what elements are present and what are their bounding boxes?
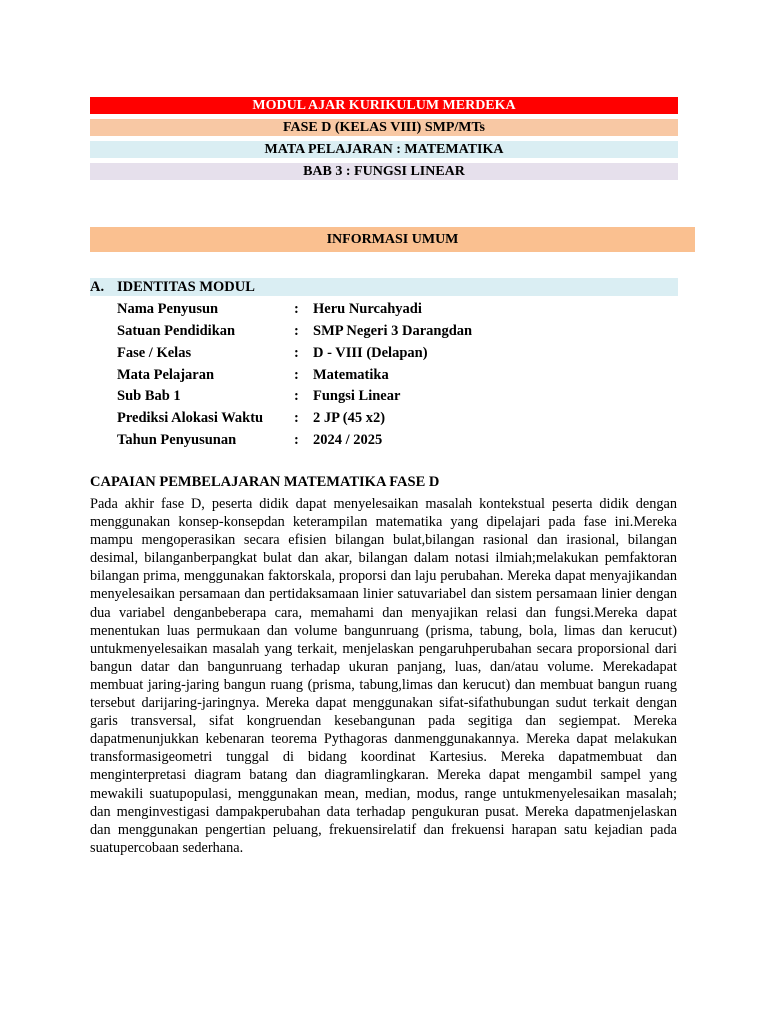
identity-value: 2 JP (45 x2) — [313, 410, 386, 426]
identity-row — [117, 408, 677, 428]
identity-row — [117, 386, 677, 406]
identity-value: Matematika — [313, 367, 389, 383]
section-letter: A. — [90, 279, 105, 295]
identity-row — [117, 299, 677, 319]
identity-colon: : — [294, 323, 299, 339]
identity-colon: : — [294, 345, 299, 361]
identity-value: D - VIII (Delapan) — [313, 345, 428, 361]
identity-label: Fase / Kelas — [117, 345, 192, 361]
section-title-informasi-umum: INFORMASI UMUM — [90, 227, 695, 252]
identity-colon: : — [294, 388, 299, 404]
header-subject-banner: MATA PELAJARAN : MATEMATIKA — [90, 141, 678, 158]
capaian-heading: CAPAIAN PEMBELAJARAN MATEMATIKA FASE D — [90, 474, 440, 490]
capaian-paragraph: Pada akhir fase D, peserta didik dapat menyelesaikan masalah kontekstual peserta didik dengan menggunakan konsep-konsepdan keterampilan matematika yang dipelajari pada fase ini.Mereka mampu mengoperasikan secara efisien bilangan bulat,bilangan rasional dan irasional, bilangan desimal, bilanganberpangkat bulat dan akar, bilangan dalam notasi ilmiah;melakukan pemfaktoran bilangan prima, menggunakan faktorskala, proporsi dan laju perubahan. Mereka dapat menyajikandan menyelesaikan persamaan dan pertidaksamaan linier satuvariabel dan sistem persamaan linier dengan dua variabel denganbeberapa cara, memahami dan menyajikan relasi dan fungsi.Mereka dapat menentukan luas permukaan dan volume bangunruang (prisma, tabung, bola, limas dan kerucut) untukmenyelesaikan masalah yang terkait, menjelaskan pengaruhperubahan secara proporsional dari bangun datar dan bangunruang terhadap ukuran panjang, luas, dan/atau volume. Merekadapat membuat jaring-jaring bangun ruang (prisma, tabung,limas dan kerucut) dan membuat bangun ruang tersebut darijaring-jaringnya. Mereka dapat menggunakan sifat-sifathubungan sudut terkait dengan garis transversal, sifat kongruendan kesebangunan pada segitiga dan segiempat. Mereka dapatmenunjukkan kebenaran teorema Pythagoras danmenggunakannya. Mereka dapat melakukan transformasigeometri tunggal di bidang koordinat Kartesius. Mereka dapatmembuat dan menginterpretasi diagram batang dan diagramlingkaran. Mereka dapat mengambil sampel yang mewakili suatupopulasi, menggunakan mean, median, modus, range untukmenyelesaikan masalah; dan menginvestigasi dampakperubahan data terhadap pengukuran pusat. Mereka dapatmenjelaskan dan menggunakan pengertian peluang, frekuensirelatif dan frekuensi harapan satu kejadian pada suatupercobaan sederhana. — [90, 496, 677, 856]
header-title-banner: MODUL AJAR KURIKULUM MERDEKA — [90, 97, 678, 114]
identity-label: Prediksi Alokasi Waktu — [117, 410, 264, 426]
identity-row — [117, 343, 677, 363]
identity-colon: : — [294, 367, 299, 383]
identitas-modul-heading — [90, 278, 678, 296]
header-chapter-banner: BAB 3 : FUNGSI LINEAR — [90, 163, 678, 180]
identity-colon: : — [294, 410, 299, 426]
identity-value: Fungsi Linear — [313, 388, 401, 404]
identity-value: Heru Nurcahyadi — [313, 301, 422, 317]
identity-value: SMP Negeri 3 Darangdan — [313, 323, 473, 339]
header-phase-banner: FASE D (KELAS VIII) SMP/MTs — [90, 119, 678, 136]
identity-colon: : — [294, 301, 299, 317]
identity-row — [117, 365, 677, 385]
identity-label: Mata Pelajaran — [117, 367, 215, 383]
identity-label: Nama Penyusun — [117, 301, 219, 317]
identity-row — [117, 430, 677, 450]
section-heading-text: IDENTITAS MODUL — [117, 279, 255, 295]
identity-label: Tahun Penyusunan — [117, 432, 237, 448]
identity-row — [117, 321, 677, 341]
identity-label: Sub Bab 1 — [117, 388, 181, 404]
identity-colon: : — [294, 432, 299, 448]
identity-label: Satuan Pendidikan — [117, 323, 236, 339]
identity-value: 2024 / 2025 — [313, 432, 383, 448]
